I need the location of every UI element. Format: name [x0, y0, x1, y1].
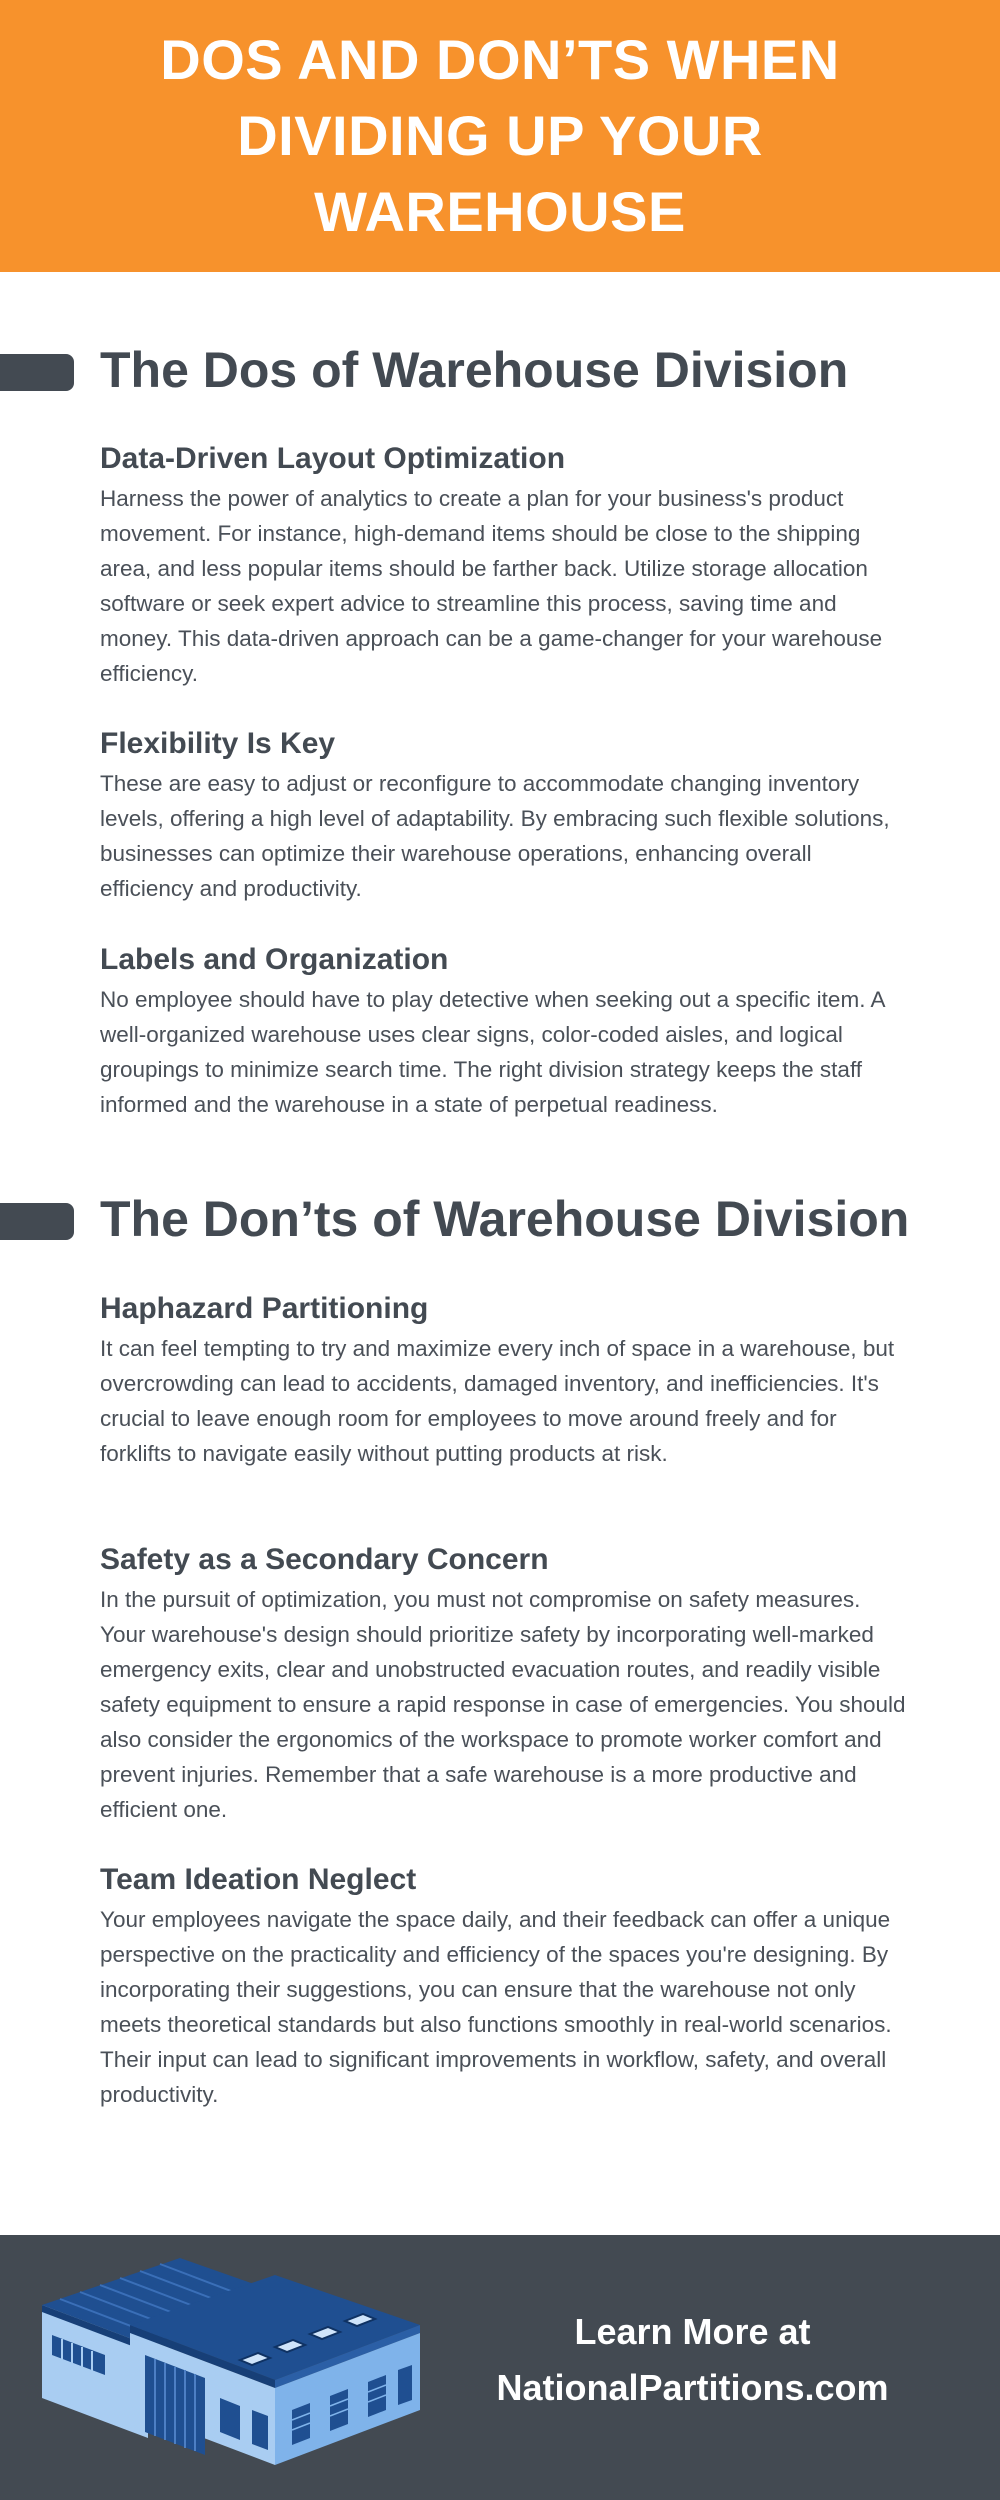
warehouse-icon: [30, 2170, 430, 2470]
item-title: Safety as a Secondary Concern: [100, 1543, 549, 1576]
footer-cta-link[interactable]: NationalPartitions.com: [496, 2367, 889, 2408]
item-title: Haphazard Partitioning: [100, 1292, 429, 1325]
list-item: [100, 1289, 910, 1471]
item-title: Flexibility Is Key: [100, 727, 336, 760]
list-item: [100, 1540, 910, 1827]
section-heading-donts: The Don’ts of Warehouse Division: [100, 1191, 910, 1247]
item-body: Your employees navigate the space daily, and their feedback can offer a unique perspective on the practicality and efficiency of the spaces you're designing. By incorporating their suggestions, you can ensure that the warehouse not only meets theoretical standards but also functions smoothly in real-world scenarios. Their input can lead to significant improvements in workflow, safety, and overall productivity.: [100, 1907, 892, 2107]
item-title: Data-Driven Layout Optimization: [100, 442, 566, 475]
section-marker-donts: [0, 1203, 74, 1240]
item-body: It can feel tempting to try and maximize every inch of space in a warehouse, but overcrowding can lead to accidents, damaged inventory, and inefficiencies. It's crucial to leave enough room for employees to move around freely and for forklifts to navigate easily without putting products at risk.: [100, 1336, 895, 1466]
footer-cta-line1: Learn More at: [574, 2311, 811, 2352]
list-item: [100, 724, 910, 906]
item-body: In the pursuit of optimization, you must not compromise on safety measures. Your warehouse's design should prioritize safety by incorporating well-marked emergency exits, clear and unobstructed evacuation routes, and readily visible safety equipment to ensure a rapid response in case of emergencies. You should also consider the ergonomics of the workspace to promote worker comfort and prevent injuries. Remember that a safe warehouse is a more productive and efficient one.: [100, 1587, 906, 1822]
list-item: [100, 940, 910, 1122]
item-title: Team Ideation Neglect: [100, 1863, 417, 1896]
item-title: Labels and Organization: [100, 943, 449, 976]
list-item: [100, 439, 910, 691]
section-marker-dos: [0, 354, 74, 391]
item-body: These are easy to adjust or reconfigure to accommodate changing inventory levels, offering a high level of adaptability. By embracing such flexible solutions, businesses can optimize their warehouse operations, enhancing overall efficiency and productivity.: [100, 771, 890, 901]
item-body: No employee should have to play detective when seeking out a specific item. A well-organized warehouse uses clear signs, color-coded aisles, and logical groupings to minimize search time. The right division strategy keeps the staff informed and the warehouse in a state of perpetual readiness.: [100, 987, 885, 1117]
section-heading-dos: The Dos of Warehouse Division: [100, 342, 849, 398]
list-item: [100, 1860, 910, 2112]
item-body: Harness the power of analytics to create a plan for your business's product movement. For instance, high-demand items should be close to the shipping area, and less popular items should be farther back. Utilize storage allocation software or seek expert advice to streamline this process, saving time and money. This data-driven approach can be a game-changer for your warehouse efficiency.: [100, 486, 883, 686]
page-title: DOS AND DON’TS WHEN DIVIDING UP YOUR WAREHOUSE: [160, 28, 840, 243]
header-banner: [0, 0, 1000, 272]
footer-cta[interactable]: [460, 2280, 925, 2440]
